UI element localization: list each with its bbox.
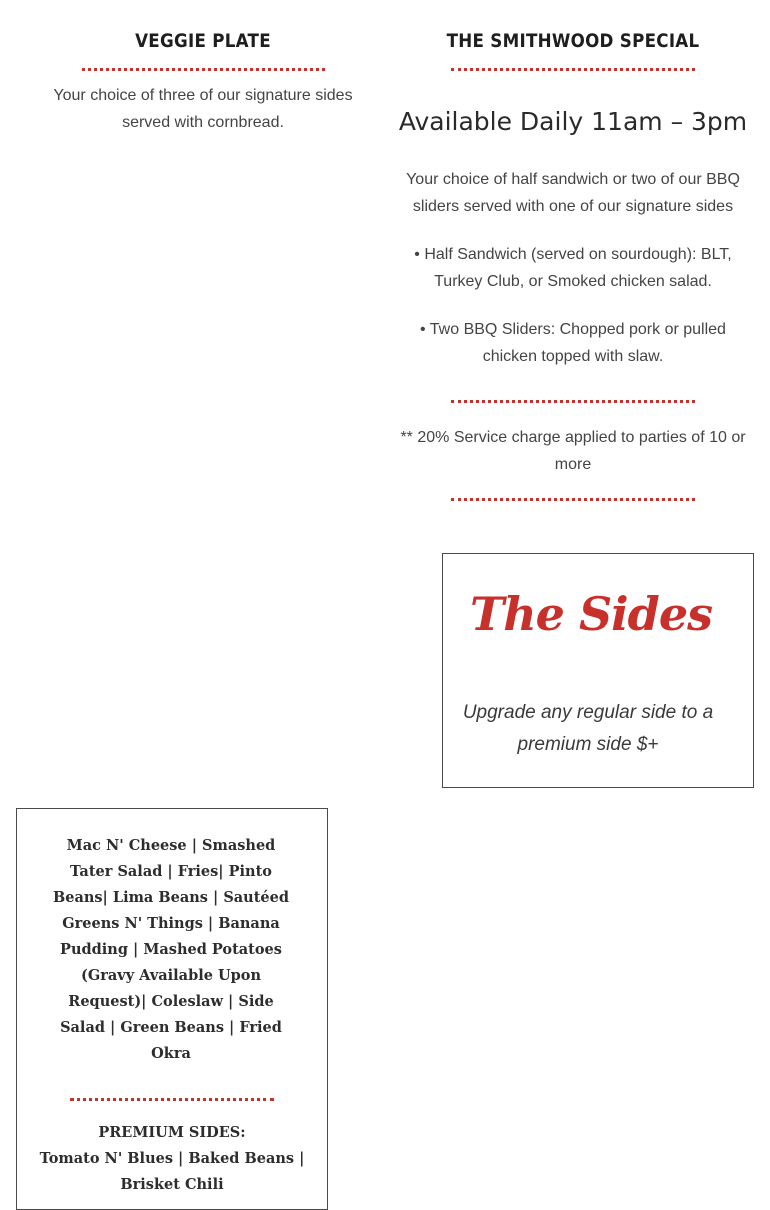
- smithwood-special-divider-top: [451, 68, 695, 71]
- sides-list-divider: [70, 1098, 274, 1101]
- sides-title: The Sides: [470, 587, 712, 641]
- smithwood-special-divider-bottom: [451, 498, 695, 501]
- regular-sides-list: Mac N' Cheese | Smashed Tater Salad | Fries| Pinto Beans| Lima Beans | Sautéed Greens N' Things | Banana Pudding | Mashed Potatoes (Gravy Available Upon Request)| Coleslaw | Side Salad | Green Beans | Fried Okra: [52, 837, 290, 1062]
- smithwood-special-heading: THE SMITHWOOD SPECIAL: [446, 30, 700, 52]
- premium-sides-list: Tomato N' Blues | Baked Beans | Brisket Chili: [39, 1150, 305, 1193]
- veggie-plate-heading: VEGGIE PLATE: [135, 30, 271, 52]
- veggie-plate-description: Your choice of three of our signature sides served with cornbread.: [53, 87, 353, 131]
- smithwood-special-divider-middle: [451, 400, 695, 403]
- premium-sides-heading: PREMIUM SIDES:: [98, 1124, 246, 1141]
- upgrade-note: Upgrade any regular side to a premium side $+: [462, 702, 714, 755]
- sides-card: [442, 553, 754, 788]
- half-sandwich-option: • Half Sandwich (served on sourdough): BLT, Turkey Club, or Smoked chicken salad.: [414, 246, 732, 290]
- smithwood-special-description: Your choice of half sandwich or two of our BBQ sliders served with one of our signature sides: [406, 171, 740, 215]
- availability-hours: Available Daily 11am – 3pm: [398, 107, 748, 136]
- service-charge-note: ** 20% Service charge applied to parties of 10 or more: [400, 429, 746, 473]
- veggie-plate-divider: [82, 68, 325, 71]
- sides-list-card: [16, 808, 328, 1210]
- bbq-sliders-option: • Two BBQ Sliders: Chopped pork or pulled chicken topped with slaw.: [420, 321, 726, 365]
